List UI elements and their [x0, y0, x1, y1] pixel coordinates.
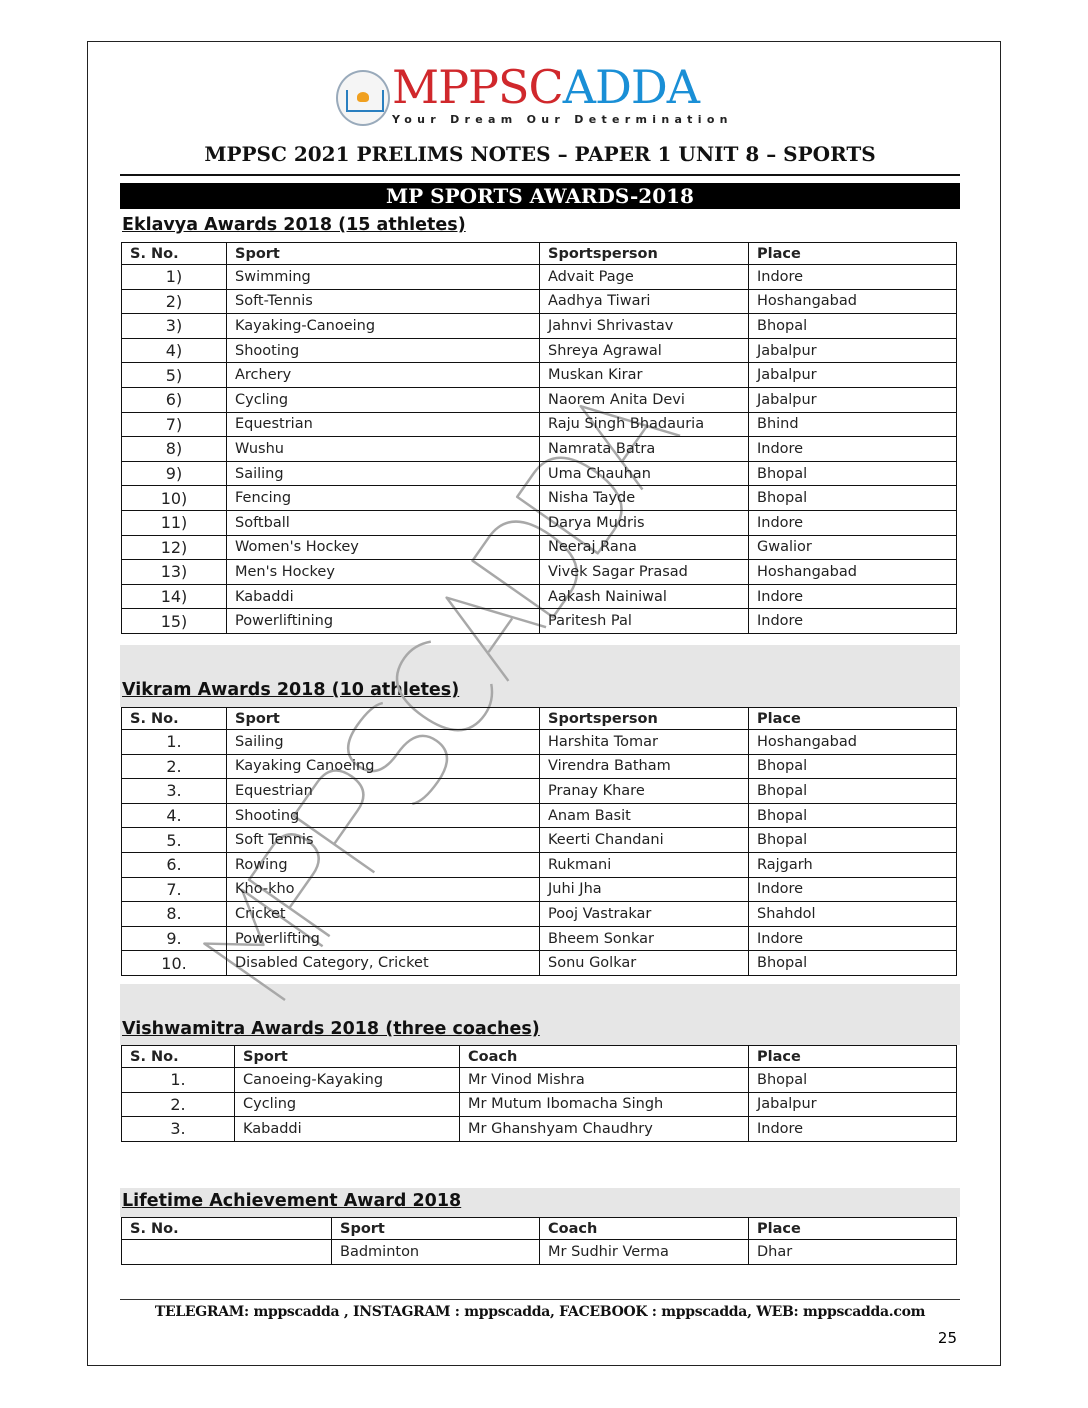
- person-cell: Rukmani: [540, 852, 749, 877]
- table-row: [122, 461, 957, 486]
- column-header: Sport: [235, 1046, 460, 1068]
- person-cell: Darya Mudris: [540, 510, 749, 535]
- table-header-row: [122, 708, 957, 730]
- book-emblem-icon: [336, 70, 390, 126]
- table-row: [122, 951, 957, 976]
- person-cell: Juhi Jha: [540, 877, 749, 902]
- table-row: [122, 289, 957, 314]
- serial-number-cell: 8): [122, 437, 227, 462]
- serial-number-cell: 10): [122, 486, 227, 511]
- serial-number-cell: 7): [122, 412, 227, 437]
- table-row: [122, 535, 957, 560]
- place-cell: Bhopal: [749, 828, 957, 853]
- serial-number-cell: 2.: [122, 754, 227, 779]
- person-cell: Aakash Nainiwal: [540, 584, 749, 609]
- sport-cell: Fencing: [227, 486, 540, 511]
- brand-red: MPPSC: [392, 60, 563, 114]
- column-header: Sport: [227, 708, 540, 730]
- table-row: [122, 828, 957, 853]
- sport-cell: Badminton: [332, 1240, 540, 1265]
- sport-cell: Softball: [227, 510, 540, 535]
- table-row: [122, 486, 957, 511]
- serial-number-cell: 11): [122, 510, 227, 535]
- place-cell: Indore: [749, 584, 957, 609]
- place-cell: Bhopal: [749, 314, 957, 339]
- column-header: Place: [749, 1218, 957, 1240]
- page-title: MPPSC 2021 PRELIMS NOTES – PAPER 1 UNIT 8 – SPORTS: [204, 142, 876, 166]
- sport-cell: Powerlifting: [227, 926, 540, 951]
- serial-number-cell: 14): [122, 584, 227, 609]
- sport-cell: Kayaking-Canoeing: [227, 314, 540, 339]
- column-header: S. No.: [122, 1218, 332, 1240]
- place-cell: Bhopal: [749, 486, 957, 511]
- person-cell: Raju Singh Bhadauria: [540, 412, 749, 437]
- table-row: [122, 387, 957, 412]
- place-cell: Jabalpur: [749, 1092, 957, 1117]
- vishwamitra-table: [121, 1045, 957, 1142]
- lifetime-title: Lifetime Achievement Award 2018: [122, 1191, 462, 1211]
- eklavya-table: [121, 242, 957, 634]
- place-cell: Hoshangabad: [749, 730, 957, 755]
- person-cell: Nisha Tayde: [540, 486, 749, 511]
- place-cell: Bhopal: [749, 803, 957, 828]
- person-cell: Muskan Kirar: [540, 363, 749, 388]
- column-header: S. No.: [122, 708, 227, 730]
- column-header: Place: [749, 1046, 957, 1068]
- lifetime-table: [121, 1217, 957, 1265]
- serial-number-cell: 10.: [122, 951, 227, 976]
- vikram-title: Vikram Awards 2018 (10 athletes): [122, 680, 460, 700]
- place-cell: Bhopal: [749, 754, 957, 779]
- serial-number-cell: 9): [122, 461, 227, 486]
- sport-cell: Cycling: [235, 1092, 460, 1117]
- sport-cell: Rowing: [227, 852, 540, 877]
- sport-cell: Kayaking Canoeing: [227, 754, 540, 779]
- sport-cell: Cycling: [227, 387, 540, 412]
- sport-cell: Kabaddi: [235, 1117, 460, 1142]
- serial-number-cell: 3): [122, 314, 227, 339]
- person-cell: Mr Sudhir Verma: [540, 1240, 749, 1265]
- sport-cell: Powerliftining: [227, 609, 540, 634]
- person-cell: Paritesh Pal: [540, 609, 749, 634]
- place-cell: Jabalpur: [749, 387, 957, 412]
- column-header: Place: [749, 708, 957, 730]
- place-cell: Gwalior: [749, 535, 957, 560]
- column-header: Sport: [227, 243, 540, 265]
- serial-number-cell: 4): [122, 338, 227, 363]
- person-cell: Aadhya Tiwari: [540, 289, 749, 314]
- sport-cell: Equestrian: [227, 412, 540, 437]
- vishwamitra-title: Vishwamitra Awards 2018 (three coaches): [122, 1019, 540, 1039]
- tagline: Your Dream Our Determination: [392, 113, 733, 126]
- person-cell: Virendra Batham: [540, 754, 749, 779]
- place-cell: Jabalpur: [749, 363, 957, 388]
- table-row: [122, 902, 957, 927]
- sport-cell: Women's Hockey: [227, 535, 540, 560]
- sport-cell: Shooting: [227, 803, 540, 828]
- place-cell: Jabalpur: [749, 338, 957, 363]
- mppscadda-logo: [336, 60, 733, 128]
- footer-social-links: TELEGRAM: mppscadda , INSTAGRAM : mppscadda, FACEBOOK : mppscadda, WEB: mppscadda.com: [154, 1304, 926, 1320]
- table-row: [122, 1068, 957, 1093]
- table-header-row: [122, 243, 957, 265]
- table-row: [122, 510, 957, 535]
- person-cell: Harshita Tomar: [540, 730, 749, 755]
- column-header: Coach: [460, 1046, 749, 1068]
- place-cell: Hoshangabad: [749, 289, 957, 314]
- table-row: [122, 314, 957, 339]
- column-header: Sportsperson: [540, 708, 749, 730]
- person-cell: Neeraj Rana: [540, 535, 749, 560]
- table-row: [122, 363, 957, 388]
- column-header: S. No.: [122, 1046, 235, 1068]
- serial-number-cell: 9.: [122, 926, 227, 951]
- person-cell: Advait Page: [540, 265, 749, 290]
- serial-number-cell: 13): [122, 560, 227, 585]
- table-row: [122, 877, 957, 902]
- serial-number-cell: [122, 1240, 332, 1265]
- serial-number-cell: 12): [122, 535, 227, 560]
- serial-number-cell: 5): [122, 363, 227, 388]
- column-header: Sportsperson: [540, 243, 749, 265]
- serial-number-cell: 5.: [122, 828, 227, 853]
- person-cell: Naorem Anita Devi: [540, 387, 749, 412]
- table-header-row: [122, 1046, 957, 1068]
- serial-number-cell: 3.: [122, 1117, 235, 1142]
- table-row: [122, 609, 957, 634]
- sport-cell: Cricket: [227, 902, 540, 927]
- table-row: [122, 926, 957, 951]
- place-cell: Dhar: [749, 1240, 957, 1265]
- table-row: [122, 560, 957, 585]
- sport-cell: Sailing: [227, 730, 540, 755]
- vikram-table: [121, 707, 957, 976]
- place-cell: Bhind: [749, 412, 957, 437]
- person-cell: Mr Vinod Mishra: [460, 1068, 749, 1093]
- person-cell: Namrata Batra: [540, 437, 749, 462]
- sport-cell: Wushu: [227, 437, 540, 462]
- serial-number-cell: 3.: [122, 779, 227, 804]
- serial-number-cell: 1): [122, 265, 227, 290]
- person-cell: Bheem Sonkar: [540, 926, 749, 951]
- table-row: [122, 412, 957, 437]
- place-cell: Bhopal: [749, 1068, 957, 1093]
- table-row: [122, 754, 957, 779]
- sport-cell: Canoeing-Kayaking: [235, 1068, 460, 1093]
- place-cell: Indore: [749, 510, 957, 535]
- sport-cell: Kabaddi: [227, 584, 540, 609]
- sport-cell: Sailing: [227, 461, 540, 486]
- serial-number-cell: 15): [122, 609, 227, 634]
- table-row: [122, 803, 957, 828]
- table-row: [122, 730, 957, 755]
- place-cell: Indore: [749, 437, 957, 462]
- sport-cell: Disabled Category, Cricket: [227, 951, 540, 976]
- sport-cell: Archery: [227, 363, 540, 388]
- table-row: [122, 265, 957, 290]
- column-header: Place: [749, 243, 957, 265]
- place-cell: Indore: [749, 265, 957, 290]
- serial-number-cell: 7.: [122, 877, 227, 902]
- person-cell: Pooj Vastrakar: [540, 902, 749, 927]
- serial-number-cell: 6.: [122, 852, 227, 877]
- table-row: [122, 852, 957, 877]
- person-cell: Shreya Agrawal: [540, 338, 749, 363]
- table-row: [122, 584, 957, 609]
- person-cell: Mr Mutum Ibomacha Singh: [460, 1092, 749, 1117]
- column-header: Coach: [540, 1218, 749, 1240]
- place-cell: Indore: [749, 1117, 957, 1142]
- person-cell: Anam Basit: [540, 803, 749, 828]
- person-cell: Pranay Khare: [540, 779, 749, 804]
- place-cell: Bhopal: [749, 779, 957, 804]
- place-cell: Indore: [749, 926, 957, 951]
- table-row: [122, 1092, 957, 1117]
- serial-number-cell: 2): [122, 289, 227, 314]
- table-row: [122, 338, 957, 363]
- person-cell: Vivek Sagar Prasad: [540, 560, 749, 585]
- serial-number-cell: 1.: [122, 730, 227, 755]
- table-row: [122, 437, 957, 462]
- page-number: 25: [937, 1329, 957, 1347]
- column-header: S. No.: [122, 243, 227, 265]
- serial-number-cell: 8.: [122, 902, 227, 927]
- sport-cell: Equestrian: [227, 779, 540, 804]
- person-cell: Uma Chauhan: [540, 461, 749, 486]
- sport-cell: Soft-Tennis: [227, 289, 540, 314]
- table-row: [122, 779, 957, 804]
- serial-number-cell: 1.: [122, 1068, 235, 1093]
- place-cell: Rajgarh: [749, 852, 957, 877]
- place-cell: Bhopal: [749, 951, 957, 976]
- place-cell: Indore: [749, 877, 957, 902]
- person-cell: Sonu Golkar: [540, 951, 749, 976]
- eklavya-title: Eklavya Awards 2018 (15 athletes): [122, 215, 466, 235]
- sport-cell: Soft Tennis: [227, 828, 540, 853]
- divider: [120, 174, 960, 176]
- divider: [120, 1299, 960, 1300]
- table-row: [122, 1117, 957, 1142]
- section-banner: MP SPORTS AWARDS-2018: [120, 183, 960, 209]
- table-row: [122, 1240, 957, 1265]
- place-cell: Indore: [749, 609, 957, 634]
- sport-cell: Men's Hockey: [227, 560, 540, 585]
- sport-cell: Swimming: [227, 265, 540, 290]
- place-cell: Shahdol: [749, 902, 957, 927]
- column-header: Sport: [332, 1218, 540, 1240]
- serial-number-cell: 4.: [122, 803, 227, 828]
- person-cell: Mr Ghanshyam Chaudhry: [460, 1117, 749, 1142]
- table-header-row: [122, 1218, 957, 1240]
- sport-cell: Shooting: [227, 338, 540, 363]
- serial-number-cell: 6): [122, 387, 227, 412]
- place-cell: Hoshangabad: [749, 560, 957, 585]
- sport-cell: Kho-kho: [227, 877, 540, 902]
- brand-blue: ADDA: [562, 60, 699, 114]
- serial-number-cell: 2.: [122, 1092, 235, 1117]
- person-cell: Keerti Chandani: [540, 828, 749, 853]
- place-cell: Bhopal: [749, 461, 957, 486]
- person-cell: Jahnvi Shrivastav: [540, 314, 749, 339]
